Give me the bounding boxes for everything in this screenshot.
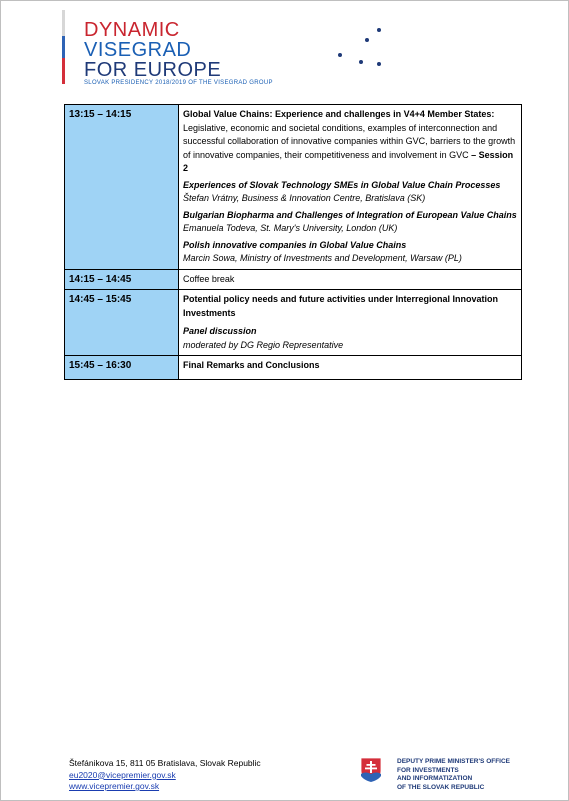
session-details: Legislative, economic and societal conditions, examples of interconnection and successful collaboration of innovative companies within GVC, barriers to the growth of innovative companies, their competitiveness and involvement in GVC bbox=[183, 122, 516, 160]
footer-address: Štefánikova 15, 811 05 Bratislava, Slovak Republic bbox=[69, 758, 261, 768]
logo-subtitle: SLOVAK PRESIDENCY 2018/2019 OF THE VISEGRAD GROUP bbox=[84, 80, 273, 86]
slovak-coat-of-arms-icon bbox=[360, 757, 382, 783]
time-cell: 14:45 – 15:45 bbox=[65, 290, 179, 356]
talk-title: Experiences of Slovak Technology SMEs in Global Value Chain Processes bbox=[183, 179, 501, 190]
table-row bbox=[65, 356, 522, 380]
table-row bbox=[65, 290, 522, 356]
footer-website-link[interactable]: www.vicepremier.gov.sk bbox=[69, 781, 160, 791]
panel-moderator: moderated by DG Regio Representative bbox=[183, 339, 344, 350]
panel-title: Panel discussion bbox=[183, 326, 257, 336]
office-line: OF THE SLOVAK REPUBLIC bbox=[397, 783, 485, 791]
session-content bbox=[179, 269, 522, 290]
time-cell: 15:45 – 16:30 bbox=[65, 356, 179, 380]
office-name bbox=[397, 758, 510, 792]
session-content bbox=[179, 105, 522, 270]
logo-stars-icon bbox=[327, 28, 387, 83]
office-line: DEPUTY PRIME MINISTER'S OFFICE bbox=[397, 758, 511, 765]
talk-item bbox=[183, 239, 517, 266]
talk-speaker: Emanuela Todeva, St. Mary's University, London (UK) bbox=[183, 223, 398, 233]
time-cell: 13:15 – 14:15 bbox=[65, 105, 179, 270]
session-title: Coffee break bbox=[183, 273, 235, 284]
talk-item bbox=[183, 179, 517, 206]
panel-item bbox=[183, 325, 517, 352]
logo-flag-bar bbox=[62, 10, 65, 84]
session-description bbox=[183, 108, 517, 176]
talk-item bbox=[183, 209, 517, 236]
time-cell: 14:15 – 14:45 bbox=[65, 269, 179, 290]
footer-contact bbox=[69, 758, 261, 793]
office-line: FOR INVESTMENTS bbox=[397, 766, 459, 774]
logo-line-2: VISEGRAD bbox=[84, 39, 192, 61]
session-title: Potential policy needs and future activities under Interregional Innovation Investments bbox=[183, 294, 499, 318]
talk-speaker: Štefan Vrátny, Business & Innovation Centre, Bratislava (SK) bbox=[183, 193, 426, 203]
session-label: – Session 2 bbox=[183, 149, 514, 173]
session-content bbox=[179, 356, 522, 380]
logo-line-1: DYNAMIC bbox=[84, 19, 180, 41]
session-title: Global Value Chains: Experience and challenges in V4+4 Member States: bbox=[183, 109, 495, 119]
session-title: Final Remarks and Conclusions bbox=[183, 360, 320, 370]
dynamic-visegrad-logo bbox=[62, 10, 382, 84]
office-logo bbox=[360, 757, 540, 797]
talk-title: Polish innovative companies in Global Value Chains bbox=[183, 239, 407, 250]
table-row bbox=[65, 105, 522, 270]
logo-line-3: FOR EUROPE bbox=[84, 59, 222, 81]
agenda-table bbox=[64, 104, 522, 380]
talk-speaker: Marcin Sowa, Ministry of Investments and Development, Warsaw (PL) bbox=[183, 253, 462, 263]
session-content bbox=[179, 290, 522, 356]
table-row bbox=[65, 269, 522, 290]
talk-title: Bulgarian Biopharma and Challenges of Integration of European Value Chains bbox=[183, 209, 517, 220]
office-line: AND INFORMATIZATION bbox=[397, 775, 473, 782]
footer-email-link[interactable]: eu2020@vicepremier.gov.sk bbox=[69, 769, 176, 780]
